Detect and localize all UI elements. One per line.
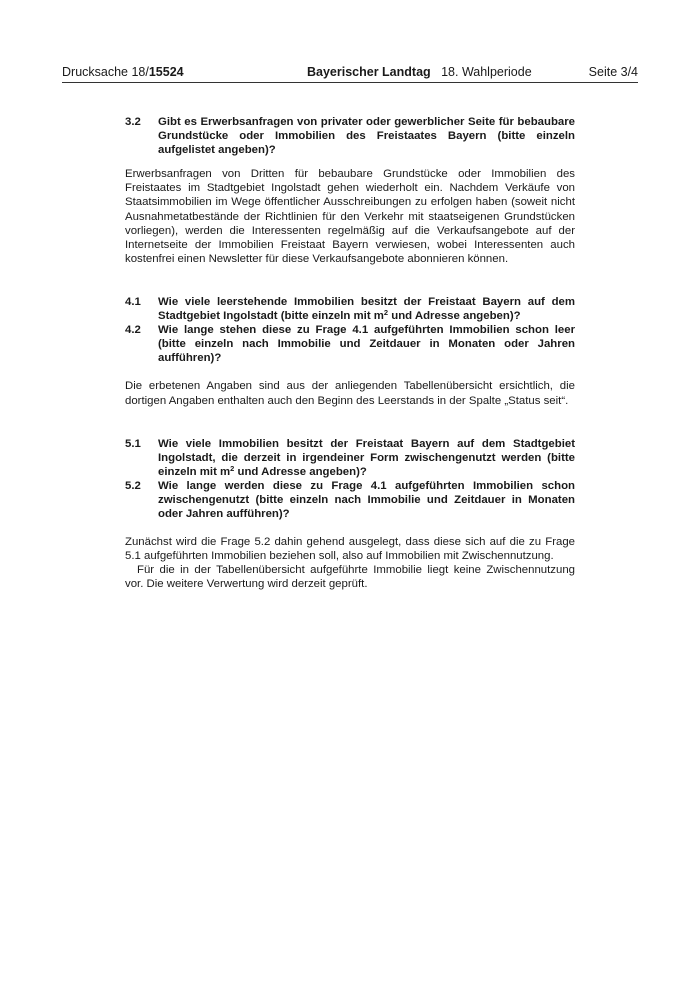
legislative-period: 18. Wahlperiode [441,65,532,79]
document-number: Drucksache 18/15524 [62,65,184,79]
answer-3: Erwerbsanfragen von Dritten für bebaubare Grundstücke oder Immobilien des Freistaates im Stadtgebiet Ingolstadt gehen wiederholt ein. Nachdem Verkäufe von Staatsimmobilien im Wege öffentlicher Ausschreibungen zu erfolgen haben (soweit nicht Ausnahmetatbestände der Richtlinien für den Verkehr mit staatseigenen Grundstücken vorliegen), werden die Interessenten regelmäßig auf die Verkaufsangebote auf der Internetseite der Immobilien Freistaat Bayern verwiesen, wobei Interessenten auch kostenfrei einen Newsletter für diese Verkaufsangebote abonnieren können. [125,168,575,265]
question-number: 5.1 [125,437,141,450]
question-5-2 [125,479,575,521]
question-number: 4.1 [125,295,141,308]
answer-4: Die erbetenen Angaben sind aus der anliegenden Tabellenübersicht ersichtlich, die dortigen Angaben enthalten auch den Beginn des Leerstands in der Spalte „Status seit“. [125,380,575,407]
answer-5-paragraph-1: Zunächst wird die Frage 5.2 dahin gehend ausgelegt, dass diese sich auf die zu Frage 5.1 aufgeführten Immobilien beziehen soll, also auf Immobilien mit Zwischennutzung. [125,536,575,563]
question-text: Gibt es Erwerbsanfragen von privater oder gewerblicher Seite für bebaubare Grundstücke oder Immobilien des Freistaates Bayern (bitte einzeln aufgelistet angeben)? [158,116,575,157]
page-number: Seite 3/4 [588,65,638,79]
question-text: Wie lange stehen diese zu Frage 4.1 aufgeführten Immobilien schon leer (bitte einzeln nach Immobilie und Zeitdauer in Monaten oder Jahren aufführen)? [158,324,575,365]
question-number: 5.2 [125,479,141,492]
header-center [307,62,532,82]
parliament-name: Bayerischer Landtag [307,65,431,79]
page-header [62,62,638,83]
question-number: 3.2 [125,116,141,128]
question-4-1 [125,295,575,323]
question-text: Wie viele leerstehende Immobilien besitzt der Freistaat Bayern auf dem Stadtgebiet Ingolstadt (bitte einzeln mit $m^2$ und Adresse angeben)? [158,295,575,323]
question-text: Wie lange werden diese zu Frage 4.1 aufgeführten Immobilien schon zwischengenutzt (bitte einzeln nach Immobilie und Zeitdauer in Monaten oder Jahren aufführen)? [158,479,575,521]
question-4-2 [125,323,575,365]
document-body [125,115,575,592]
question-number: 4.2 [125,324,141,337]
question-5-1 [125,437,575,479]
question-3-2 [125,115,575,157]
question-text: Wie viele Immobilien besitzt der Freistaat Bayern auf dem Stadtgebiet Ingolstadt, die derzeit in irgendeiner Form zwischengenutzt werden (bitte einzeln mit $m^2$ und Adresse angeben)? [158,437,575,478]
answer-5-paragraph-2: Für die in der Tabellenübersicht aufgeführte Immobilie liegt keine Zwischennutzung vor. Die weitere Verwertung wird derzeit geprüft. [125,564,575,591]
